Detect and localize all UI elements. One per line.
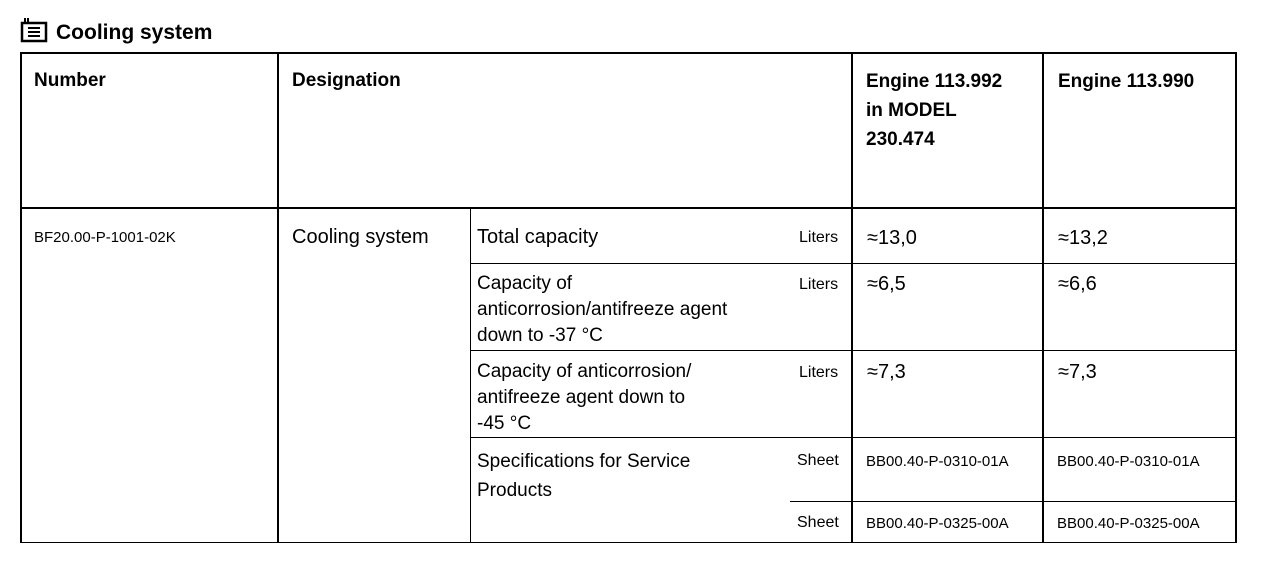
row-desc: Specifications for Service Products [477,451,691,501]
row-desc: Capacity of anticorrosion/ antifreeze agent down to -45 °C [477,361,692,434]
row-divider [790,501,1237,502]
group-cell: Cooling system [292,226,429,248]
row-desc: Capacity of anticorrosion/antifreeze agent down to -37 °C [477,273,728,346]
row-divider [470,263,1237,264]
header-engine-2: Engine 113.990 [1058,71,1195,92]
table-border-left [20,52,22,543]
engine-1-value: ≈13,0 [867,227,917,249]
engine-2-value: ≈7,3 [1058,361,1097,383]
column-divider [470,209,471,543]
section-title: Cooling system [56,21,213,44]
engine-1-value: ≈6,5 [867,273,906,295]
table-header-divider [20,207,1237,209]
row-unit: Liters [799,276,839,293]
number-cell: BF20.00-P-1001-02K [34,229,176,246]
engine-2-value: ≈6,6 [1058,273,1097,295]
table-border-top [20,52,1237,54]
engine-1-value: ≈7,3 [867,361,906,383]
column-divider [1042,52,1044,543]
row-unit: Liters [799,364,839,381]
row-unit: Sheet [797,452,839,469]
table-border-bottom [20,542,1237,543]
header-number: Number [34,70,106,91]
column-divider [851,52,853,543]
row-divider [470,437,1237,438]
row-unit: Sheet [797,514,839,531]
engine-2-sheet-ref: BB00.40-P-0325-00A [1057,515,1200,532]
document-info-icon [20,15,50,43]
section-header [20,12,212,46]
row-unit: Liters [799,229,839,246]
row-desc: Total capacity [477,226,599,248]
header-designation: Designation [292,70,401,91]
row-divider [470,350,1237,351]
header-engine-1: Engine 113.992 in MODEL 230.474 [866,71,1003,150]
engine-1-sheet-ref: BB00.40-P-0325-00A [866,515,1009,532]
table-border-right [1235,52,1237,543]
engine-2-sheet-ref: BB00.40-P-0310-01A [1057,453,1200,470]
engine-1-sheet-ref: BB00.40-P-0310-01A [866,453,1009,470]
engine-2-value: ≈13,2 [1058,227,1108,249]
column-divider [277,52,279,543]
